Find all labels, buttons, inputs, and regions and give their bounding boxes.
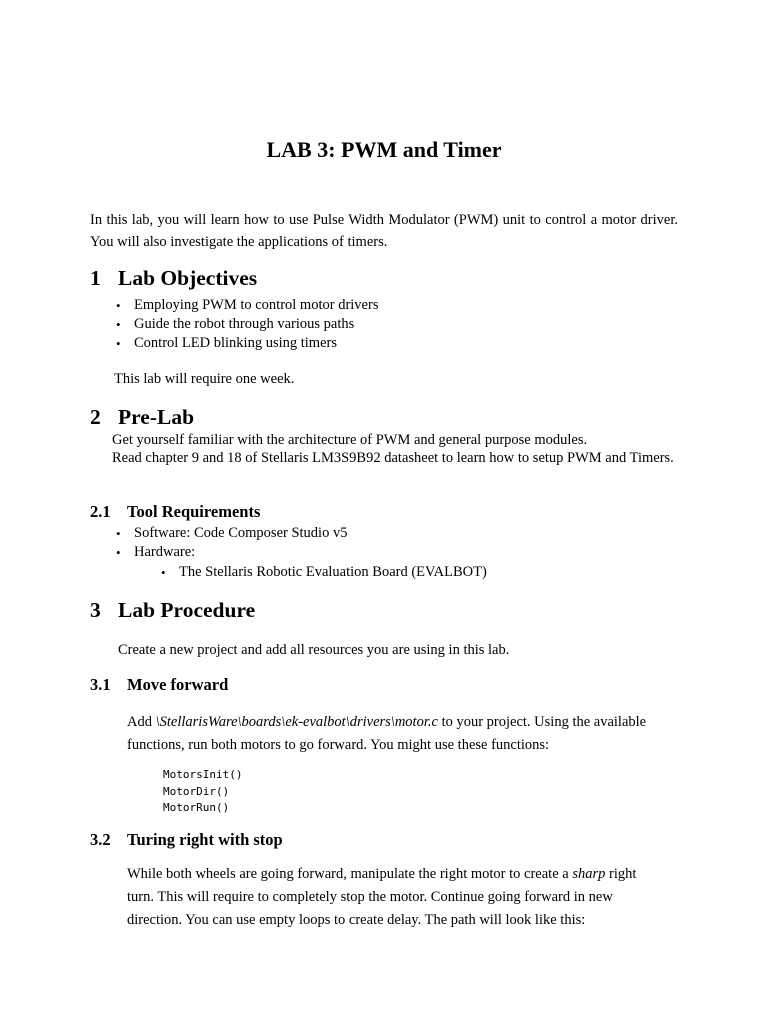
paragraph-text: Add: [127, 714, 156, 730]
list-item: • Software: Code Composer Studio v5: [112, 524, 347, 543]
subsection-heading-move-forward: [90, 675, 228, 695]
paragraph-text: While both wheels are going forward, manipulate the right motor to create a: [127, 866, 573, 882]
subsection-heading-tools: [90, 502, 260, 522]
subsection-title: Turing right with stop: [127, 830, 283, 849]
section-title: Lab Procedure: [118, 598, 256, 622]
turn-right-paragraph: [127, 863, 661, 932]
paragraph-text: right turn. This will require to completely stop the motor. Continue going forward in new direction. You can use empty loops to create delay. The path will look like this:: [127, 866, 637, 928]
list-item: • Employing PWM to control motor drivers: [112, 296, 378, 315]
code-line: MotorDir(): [163, 784, 230, 798]
list-item: • Hardware:: [112, 543, 347, 562]
page-title: LAB 3: PWM and Timer: [266, 137, 502, 162]
list-item: • Guide the robot through various paths: [112, 315, 378, 334]
subsection-heading-turn-right: [90, 830, 283, 850]
hardware-list: [157, 563, 487, 582]
duration-note: This lab will require one week.: [114, 371, 295, 387]
section-heading-procedure: [90, 598, 255, 623]
section-number: 3: [90, 598, 101, 622]
subsection-number: 3.2: [90, 830, 111, 849]
code-line: MotorRun(): [163, 801, 230, 814]
procedure-intro: Create a new project and add all resources you are using in this lab.: [118, 642, 510, 658]
section-number: 1: [90, 266, 101, 290]
intro-paragraph: In this lab, you will learn how to use Pulse Width Modulator (PWM) unit to control a motor driver. You will also investigate the applications of timers.: [90, 212, 678, 250]
list-item: • The Stellaris Robotic Evaluation Board (EVALBOT): [157, 563, 487, 582]
code-line: MotorsInit(): [163, 768, 243, 781]
move-forward-paragraph: [127, 711, 661, 757]
prelab-line-2: Read chapter 9 and 18 of Stellaris LM3S9B92 datasheet to learn how to setup PWM and Timers.: [112, 450, 674, 466]
subsection-number: 2.1: [90, 502, 111, 521]
file-path: \StellarisWare\boards\ek-evalbot\drivers\motor.c: [155, 714, 438, 730]
list-item: • Control LED blinking using timers: [112, 334, 378, 353]
subsection-number: 3.1: [90, 675, 111, 694]
code-block: [163, 767, 242, 817]
prelab-text: [112, 431, 678, 467]
subsection-title: Tool Requirements: [127, 502, 261, 521]
emphasis: sharp: [572, 866, 606, 882]
tools-list: [112, 524, 347, 562]
section-number: 2: [90, 405, 101, 429]
prelab-line-1: Get yourself familiar with the architecture of PWM and general purpose modules.: [112, 432, 588, 448]
section-heading-prelab: [90, 405, 194, 430]
paragraph-text: to your project. Using the available functions, run both motors to go forward. You might use these functions:: [127, 714, 647, 753]
section-title: Pre-Lab: [118, 405, 195, 429]
subsection-title: Move forward: [127, 675, 229, 694]
objectives-list: [112, 296, 378, 353]
section-title: Lab Objectives: [118, 266, 258, 290]
section-heading-objectives: [90, 266, 257, 291]
